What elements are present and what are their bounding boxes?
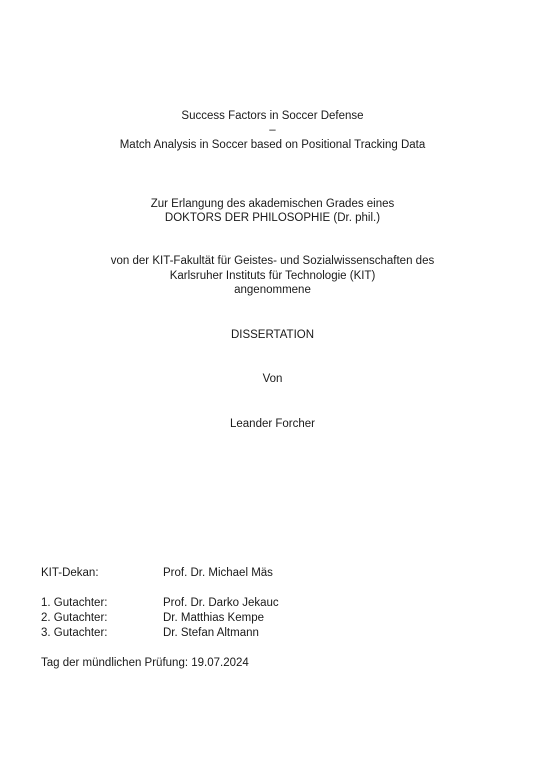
faculty-line-2: Karlsruher Instituts für Technologie (KIT) <box>169 270 376 282</box>
by-label: Von <box>262 373 283 385</box>
reviewer-label: 1. Gutachter: <box>41 597 108 609</box>
author-name: Leander Forcher <box>229 418 316 430</box>
reviewer-label: 3. Gutachter: <box>41 627 108 639</box>
faculty-line-3: angenommene <box>234 284 311 296</box>
thesis-subtitle: Match Analysis in Soccer based on Positional Tracking Data <box>119 139 426 151</box>
reviewer-name: Prof. Dr. Darko Jekauc <box>163 597 279 609</box>
reviewer-label: 2. Gutachter: <box>41 612 108 624</box>
document-type: DISSERTATION <box>230 329 315 341</box>
dean-name: Prof. Dr. Michael Mäs <box>163 567 273 579</box>
dean-label: KIT-Dekan: <box>41 567 99 579</box>
degree-line-1: Zur Erlangung des akademischen Grades eines <box>150 198 395 210</box>
reviewer-name: Dr. Matthias Kempe <box>163 612 264 624</box>
thesis-title-dash: – <box>269 124 276 136</box>
oral-exam-date: Tag der mündlichen Prüfung: 19.07.2024 <box>41 657 249 669</box>
faculty-line-1: von der KIT-Fakultät für Geistes- und Sozialwissenschaften des <box>110 255 435 267</box>
reviewer-name: Dr. Stefan Altmann <box>163 627 259 639</box>
degree-line-2: DOKTORS DER PHILOSOPHIE (Dr. phil.) <box>164 212 381 224</box>
thesis-title-line-1: Success Factors in Soccer Defense <box>181 110 364 122</box>
